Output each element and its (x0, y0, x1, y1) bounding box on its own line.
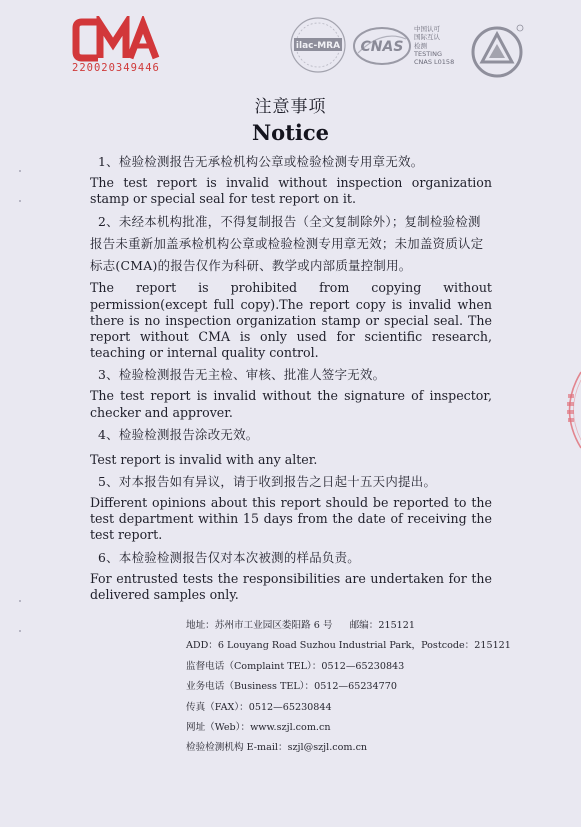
notice-item-cn: 3、检验检测报告无主检、审核、批准人签字无效。 (98, 367, 386, 383)
notice-item-cn: 4、检验检测报告涂改无效。 (98, 426, 259, 442)
contact-info (186, 616, 511, 759)
notice-item-en: The report is prohibited from copying without permission(except full copy).The report copy is invalid when there is no inspection organization stamp or special seal. The report without CMA is only used for scientific research, teaching or internal quality control. (90, 280, 492, 361)
address-line (186, 616, 506, 636)
margin-mark (19, 200, 21, 202)
notice-list (90, 150, 492, 607)
website: 网址（Web）：www.szjl.com.cn (186, 722, 331, 734)
notice-item-en: Different opinions about this report should be reported to the test department within 15 days from the date of receiving the test report. (90, 495, 492, 543)
notice-item-cn: 5、对本报告如有异议，请于收到报告之日起十五天内提出。 (98, 474, 437, 490)
notice-item-en: The test report is invalid without the signature of inspector, checker and approver. (90, 388, 492, 420)
notice-item-2 (90, 211, 492, 361)
title-english: Notice (251, 120, 330, 145)
svg-text:CNAS: CNAS (360, 39, 404, 55)
notice-item-1 (90, 152, 492, 207)
cnas-accreditation-text: 中国认可 国际互认 检测 TESTING CNAS L0158 (414, 25, 455, 67)
notice-item-en: For entrusted tests the responsibilities are undertaken for the delivered samples only. (90, 570, 492, 602)
notice-item-3 (90, 365, 492, 420)
ilac-mra-logo (288, 15, 348, 75)
fax: 传真（FAX）：0512—65230844 (186, 701, 332, 713)
notice-item-cn: 2、未经本机构批准，不得复制报告（全文复制除外）；复制检验检测报告未重新加盖承检机构公章或检验检测专用章无效；未加盖资质认定标志(CMA)的报告仅作为科研、教学或内部质量控制用。 (90, 214, 484, 274)
szjl-logo (470, 22, 526, 78)
margin-mark (19, 170, 21, 172)
notice-item-5 (90, 472, 492, 544)
svg-text:ilac-MRA: ilac-MRA (295, 41, 341, 51)
notice-item-cn: 1、检验检测报告无承检机构公章或检验检测专用章无效。 (98, 154, 424, 169)
business-tel: 业务电话（Business TEL）：0512—65234770 (186, 681, 397, 693)
title-chinese: 注意事项 (254, 97, 327, 117)
notice-item-en: The test report is invalid without inspection organization stamp or special seal for test report on it. (90, 175, 492, 207)
email: 检验检测机构 E-mail：szjl@szjl.com.cn (186, 742, 368, 754)
notice-item-6 (90, 548, 492, 603)
address-cn: 地址：苏州市工业园区娄阳路 6 号 (186, 620, 333, 631)
margin-mark (19, 630, 21, 632)
notice-item-cn: 6、本检验检测报告仅对本次被测的样品负责。 (98, 549, 360, 565)
cnas-logo (352, 25, 412, 67)
partial-seal-stamp (556, 370, 581, 450)
postcode-cn: 邮编：215121 (349, 620, 415, 631)
notice-item-en: Test report is invalid with any alter. (90, 451, 318, 467)
address-en: ADD：6 Louyang Road Suzhou Industrial Park，Postcode：215121 (186, 640, 511, 652)
cma-code: 220020349446 (72, 62, 160, 74)
notice-item-4 (90, 425, 492, 468)
complaint-tel: 监督电话（Complaint TEL）：0512—65230843 (186, 660, 405, 672)
margin-mark (19, 600, 21, 602)
svg-text:SZJL: SZJL (489, 67, 505, 74)
